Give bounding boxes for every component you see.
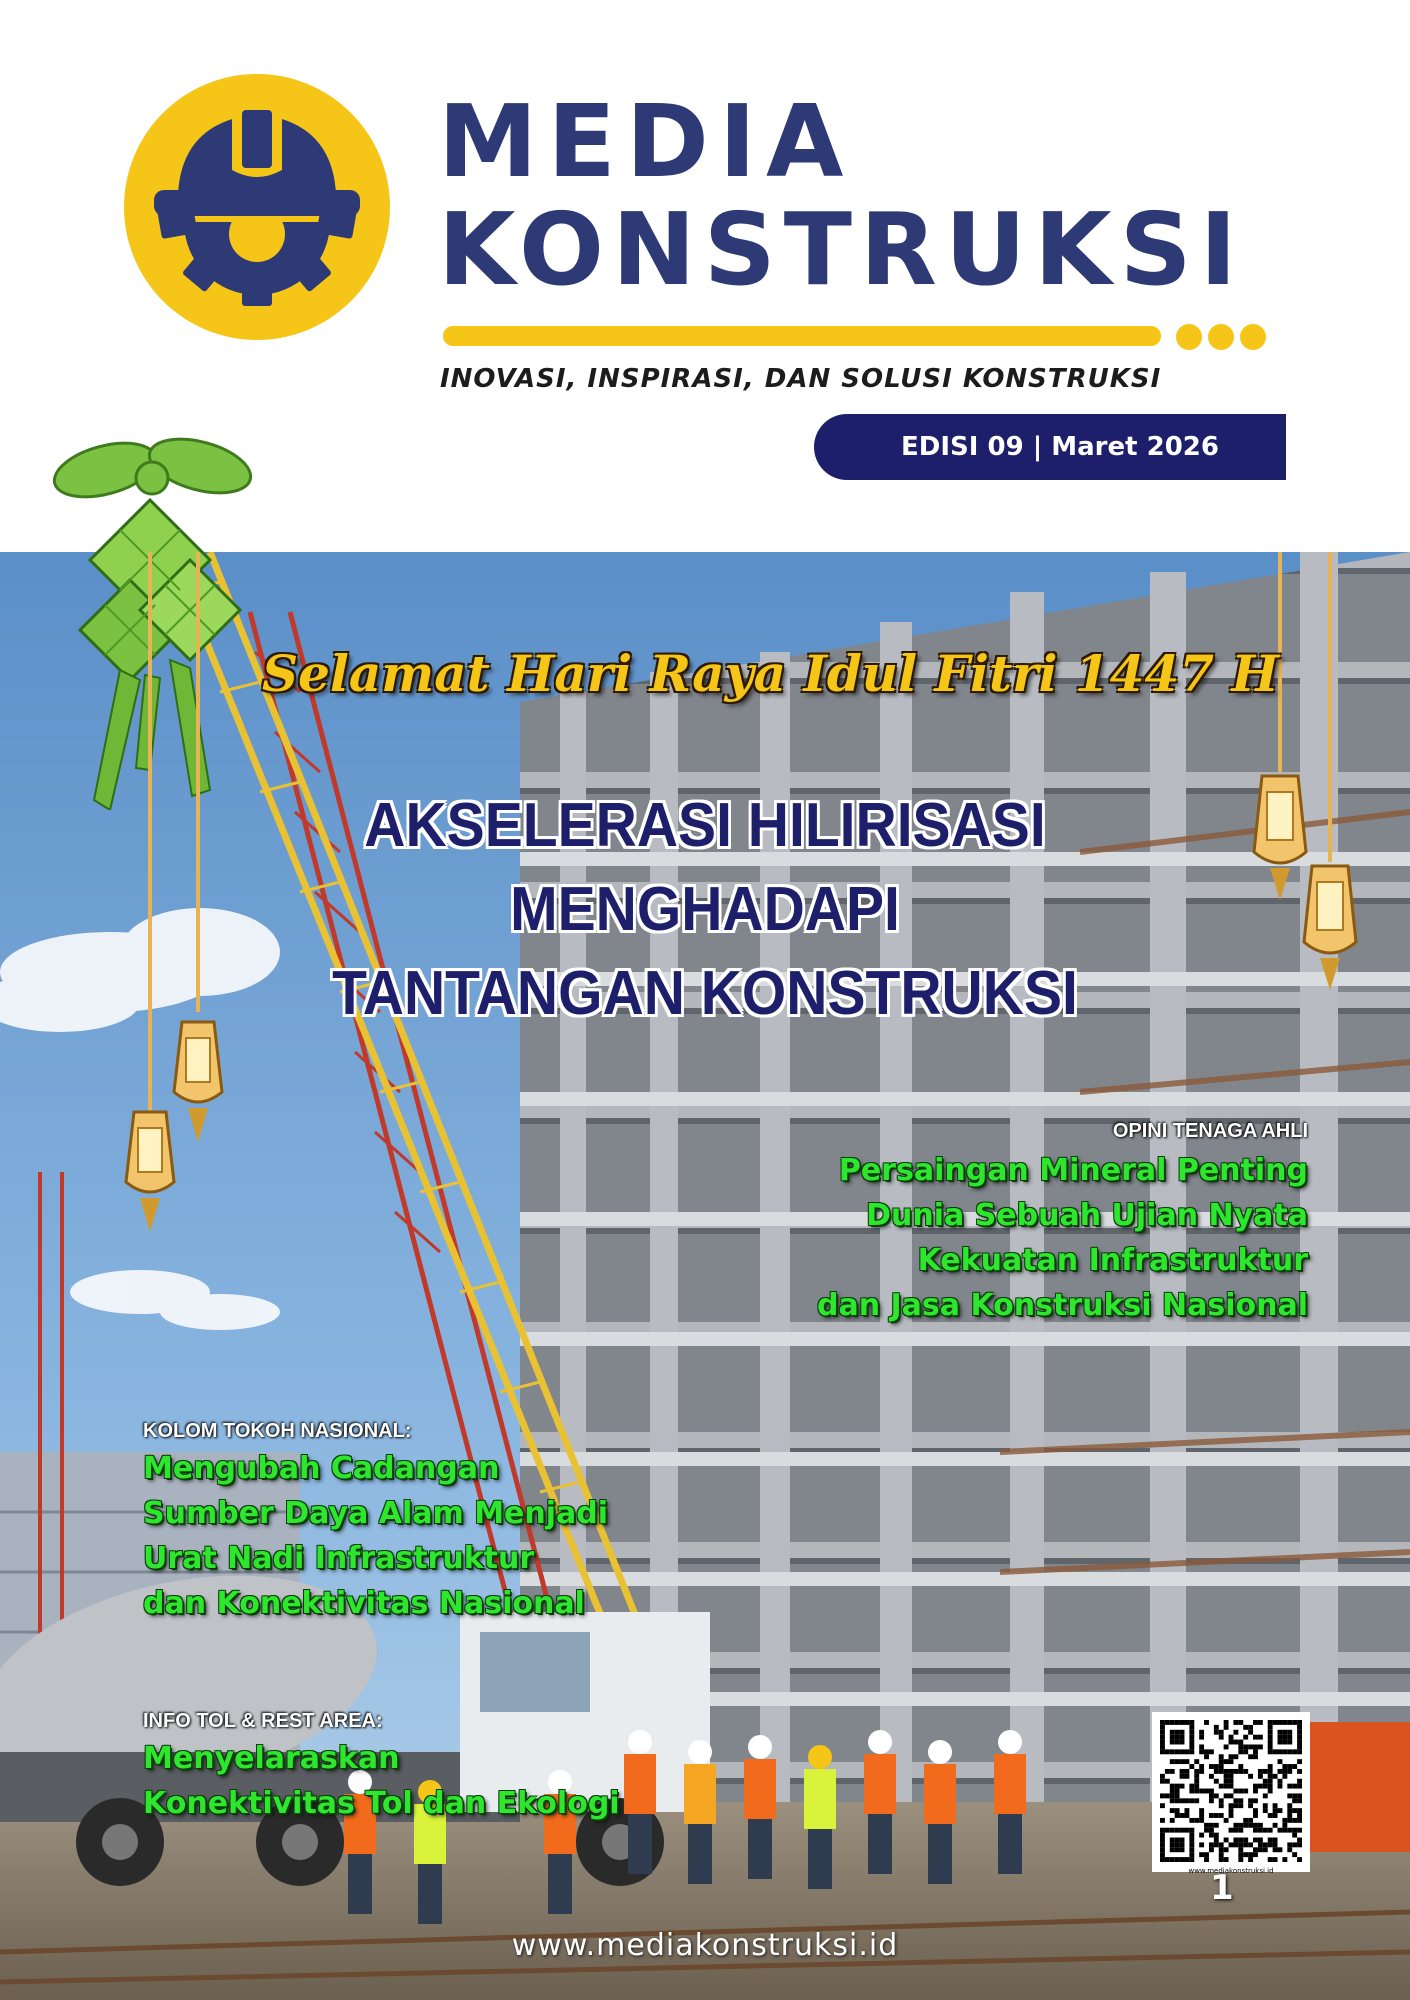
qr-code-icon: [1160, 1720, 1302, 1862]
qr-code[interactable]: [1152, 1712, 1310, 1875]
brand-underline: [443, 326, 1161, 346]
brand-name-line2: KONSTRUKSI: [438, 191, 1245, 308]
eid-greeting: Selamat Hari Raya Idul Fitri 1447 H: [262, 644, 1279, 703]
cover-headline: [240, 784, 1169, 1036]
headline-line2: TANTANGAN KONSTRUKSI: [332, 959, 1078, 1028]
opinion-title: Persaingan Mineral Penting Dunia Sebuah Ujian Nyata Kekuatan Infrastruktur dan Jasa Konstruksi Nasional: [816, 1153, 1308, 1323]
hard-hat-gear-icon: [124, 74, 390, 340]
qr-url: www.mediakonstruksi.id: [1188, 1867, 1274, 1875]
tagline: INOVASI, INSPIRASI, DAN SOLUSI KONSTRUKSI: [440, 364, 1162, 394]
lantern-icon: [1298, 552, 1362, 992]
lantern-icon: [120, 552, 180, 1242]
column-title: Mengubah Cadangan Sumber Daya Alam Menjadi Urat Nadi Infrastruktur dan Konektivitas Nasional: [143, 1451, 609, 1621]
opinion-kicker: OPINI TENAGA AHLI: [1112, 1120, 1308, 1142]
column-kicker: KOLOM TOKOH NASIONAL:: [143, 1420, 412, 1442]
brand-name-line1: MEDIA: [438, 83, 854, 200]
info-kicker: INFO TOL & REST AREA:: [143, 1710, 383, 1732]
page-number: 1: [1210, 1868, 1234, 1908]
headline-line1: AKSELERASI HILIRISASI MENGHADAPI: [364, 791, 1046, 944]
brand-dot: [1208, 324, 1234, 350]
website-url[interactable]: www.mediakonstruksi.id: [511, 1928, 899, 1963]
info-title: Menyelaraskan Konektivitas Tol dan Ekologi: [143, 1741, 620, 1821]
brand-dot: [1176, 324, 1202, 350]
edition-badge: EDISI 09 | Maret 2026: [814, 414, 1286, 480]
brand-dot: [1240, 324, 1266, 350]
